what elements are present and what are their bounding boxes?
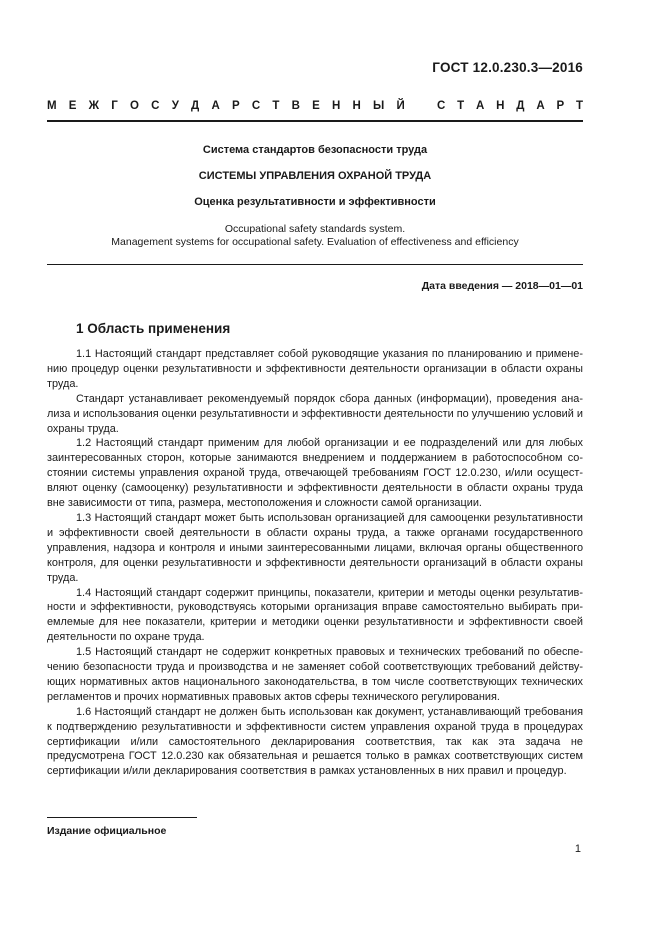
section-body bbox=[47, 347, 583, 779]
series-title: Система стандартов безопасности труда bbox=[202, 144, 428, 156]
english-title-line-2: Management systems for occupational safety. Evaluation of effectiveness and efficiency bbox=[111, 236, 519, 248]
document-code: ГОСТ 12.0.230.3—2016 bbox=[432, 60, 583, 75]
paragraph: 1.5 Настоящий стандарт не содержит конкретных правовых и технических требований по обеспечению безопасности труда и производства и не заменяет собой соответствующих требований действующих нормативных актов национального законодательства, в том числе соответствующих технических регламентов и прочих нормативных правовых актов сферы технического регулирования. bbox=[47, 646, 583, 703]
paragraph: 1.2 Настоящий стандарт применим для любой организации и ее подразделений или для любых заинтересованных сторон, которые занимаются внедрением и поддержанием в работоспособном состоянии системы управления охраной труда, отвечающей требованиям ГОСТ 12.0.230, и/или осуществляют оценку (самооценку) результативности и эффективности деятельности в области охраны труда вне зависимости от типа, размера, местоположения и сложности самой организации. bbox=[47, 437, 583, 510]
section-title: 1 Область применения bbox=[76, 321, 231, 336]
footer-rule bbox=[47, 817, 197, 818]
interstate-standard-banner bbox=[47, 100, 583, 112]
paragraph: Стандарт устанавливает рекомендуемый порядок сбора данных (информации), проведения анализа и использования оценки результативности и эффективности деятельности по улучшению условий и охраны труда. bbox=[47, 392, 583, 435]
header-rule bbox=[47, 120, 583, 122]
english-title-line-1: Occupational safety standards system. bbox=[224, 223, 406, 235]
paragraph: 1.3 Настоящий стандарт может быть использован организацией для самооценки результативности и эффективности своей деятельности в области охраны труда, а также органами государственного управления, надзора и контроля и иными заинтересованными лицами, включая органы общественного контроля, для оценки результативности и эффективности деятельности организаций в области охраны труда. bbox=[47, 511, 583, 584]
main-title: СИСТЕМЫ УПРАВЛЕНИЯ ОХРАНОЙ ТРУДА bbox=[198, 170, 432, 182]
banner-word-standard: С Т А Н Д А Р Т bbox=[437, 100, 583, 112]
page-number: 1 bbox=[574, 843, 581, 855]
paragraph: 1.6 Настоящий стандарт не должен быть использован как документ, устанавливающий требования к подтверждению результативности и эффективности систем управления охраной труда в процедурах сертификации и/или самостоятельного декларирования соответствия, так как эта задача не предусмотрена ГОСТ 12.0.230 как обязательная и решается только в рамках соответствующих систем сертификации и/или декларирования соответствия в рамках установленных в них правил и процедур. bbox=[47, 705, 583, 778]
english-title bbox=[47, 223, 583, 249]
introduction-date: Дата введения — 2018—01—01 bbox=[421, 280, 583, 292]
subtitle: Оценка результативности и эффективности bbox=[194, 196, 436, 208]
title-rule bbox=[47, 264, 583, 265]
paragraph: 1.4 Настоящий стандарт содержит принципы, показатели, критерии и методы оценки результативности и эффективности, руководствуясь которыми организация вправе самостоятельно выбирать приемлемые для нее показатели, критерии и методики оценки результативности и эффективности своей деятельности по охране труда. bbox=[47, 586, 583, 644]
official-edition-label: Издание официальное bbox=[47, 825, 167, 837]
banner-word-interstate: М Е Ж Г О С У Д А Р С Т В Е Н Н Ы Й bbox=[47, 100, 405, 112]
paragraph: 1.1 Настоящий стандарт представляет собой руководящие указания по планированию и применению процедур оценки результативности и эффективности деятельности организации в области охраны труда. bbox=[47, 348, 583, 390]
